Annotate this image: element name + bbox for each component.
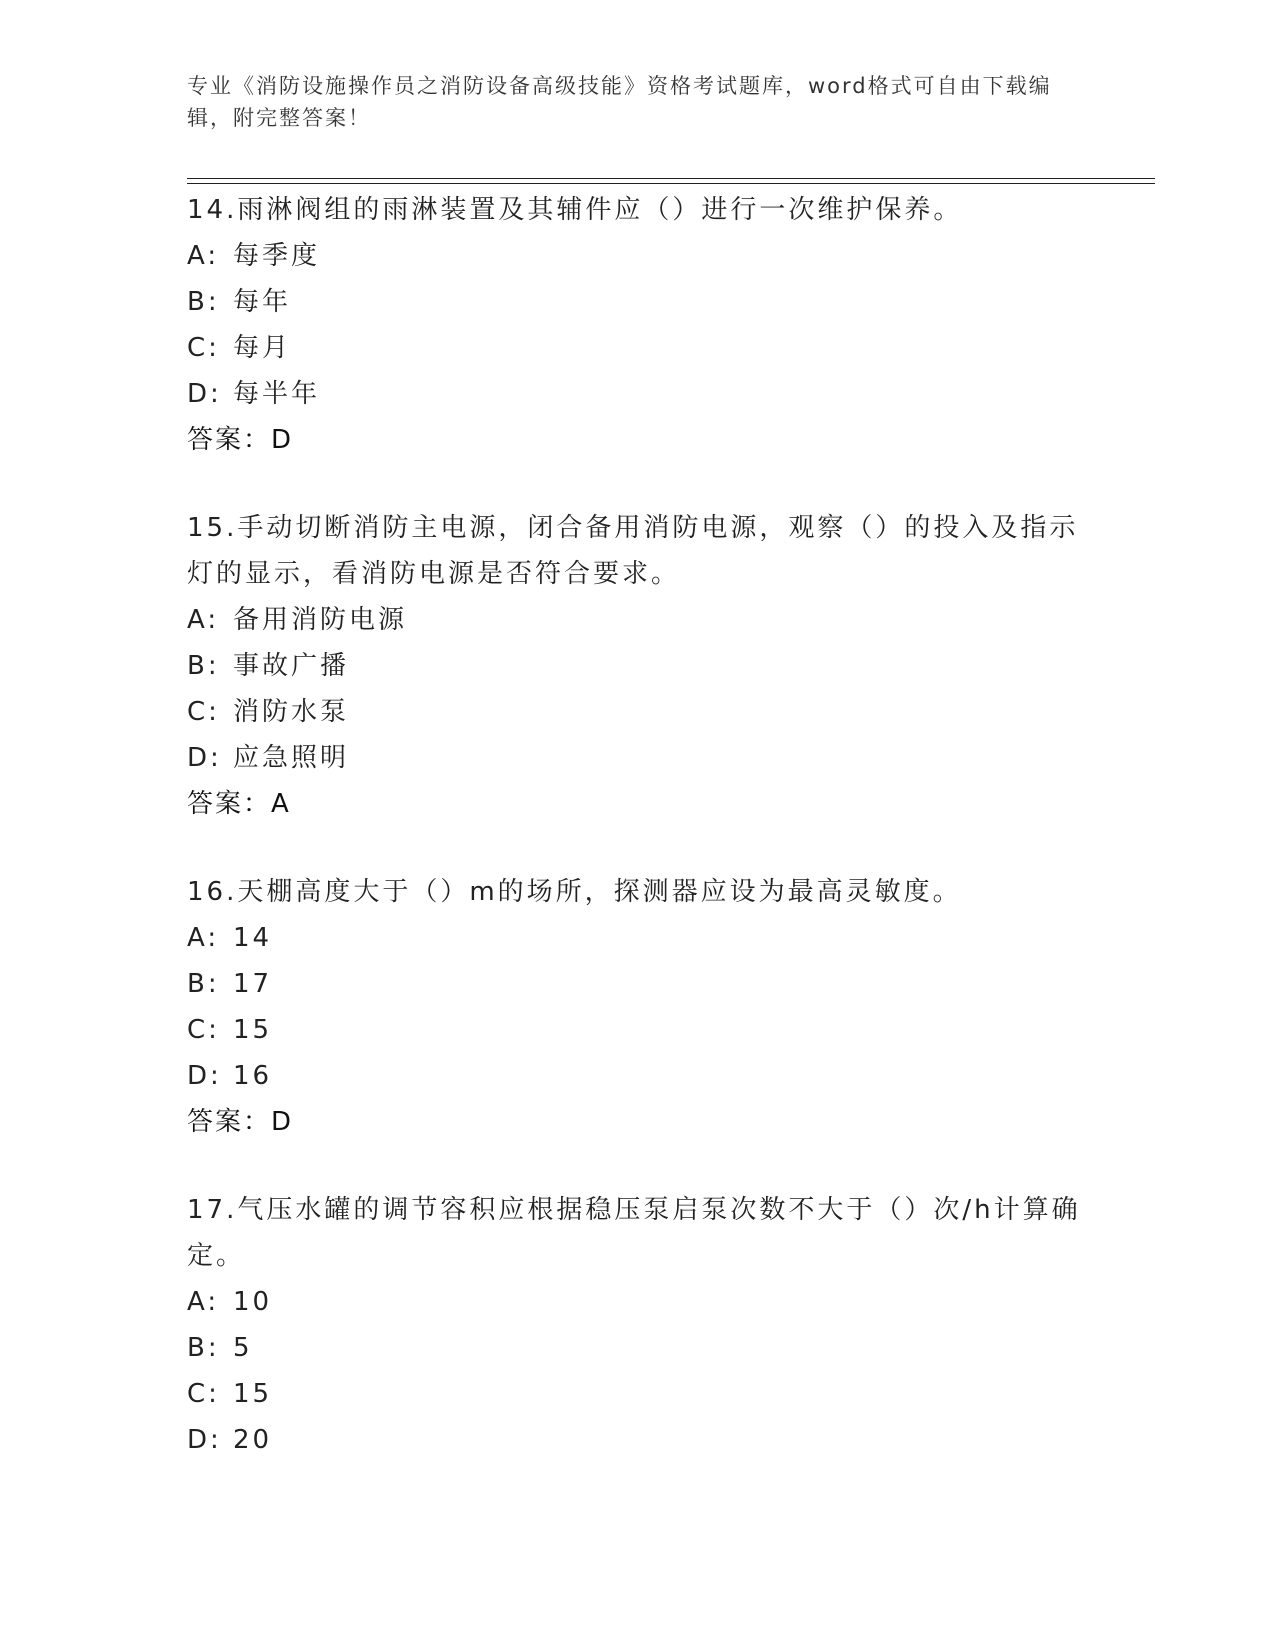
question-16 — [187, 869, 1087, 1145]
header-divider-bottom — [187, 183, 1155, 184]
option-d — [187, 1417, 1087, 1463]
question-list — [187, 187, 1087, 1505]
option-letter: A: — [187, 1287, 220, 1317]
option-a — [187, 597, 1087, 643]
question-stem: 15.手动切断消防主电源，闭合备用消防电源，观察（）的投入及指示灯的显示，看消防电源是否符合要求。 — [187, 513, 1079, 589]
option-letter: B: — [187, 287, 220, 317]
option-d — [187, 371, 1087, 417]
option-letter: D: — [187, 1425, 222, 1455]
option-a — [187, 915, 1087, 961]
option-text: 每月 — [233, 333, 292, 363]
option-letter: B: — [187, 651, 220, 681]
option-letter: C: — [187, 697, 220, 727]
option-letter: C: — [187, 333, 220, 363]
question-15 — [187, 505, 1087, 827]
option-text: 16 — [233, 1061, 273, 1091]
option-letter: B: — [187, 1333, 220, 1363]
option-text: 5 — [233, 1333, 253, 1363]
option-text: 事故广播 — [233, 651, 350, 681]
option-letter: D: — [187, 1061, 222, 1091]
option-letter: A: — [187, 923, 220, 953]
option-text: 每年 — [233, 287, 292, 317]
option-b — [187, 279, 1087, 325]
option-b — [187, 1325, 1087, 1371]
option-letter: C: — [187, 1379, 220, 1409]
option-text: 14 — [233, 923, 273, 953]
option-letter: D: — [187, 379, 222, 409]
document-header: 专业《消防设施操作员之消防设备高级技能》资格考试题库，word格式可自由下载编辑，附完整答案！ — [187, 74, 1052, 130]
option-text: 15 — [233, 1379, 273, 1409]
question-stem: 16.天棚高度大于（）m的场所，探测器应设为最高灵敏度。 — [187, 877, 962, 907]
option-a — [187, 1279, 1087, 1325]
option-b — [187, 643, 1087, 689]
option-d — [187, 735, 1087, 781]
option-text: 消防水泵 — [233, 697, 350, 727]
question-17 — [187, 1187, 1087, 1463]
option-b — [187, 961, 1087, 1007]
option-text: 15 — [233, 1015, 273, 1045]
option-text: 每半年 — [233, 379, 321, 409]
option-text: 20 — [233, 1425, 273, 1455]
option-letter: D: — [187, 743, 222, 773]
answer-text: 答案：A — [187, 789, 291, 819]
option-text: 每季度 — [233, 241, 321, 271]
option-letter: C: — [187, 1015, 220, 1045]
option-text: 10 — [233, 1287, 273, 1317]
option-d — [187, 1053, 1087, 1099]
question-stem: 14.雨淋阀组的雨淋装置及其辅件应（）进行一次维护保养。 — [187, 195, 963, 225]
answer-text: 答案：D — [187, 425, 294, 455]
option-letter: A: — [187, 241, 220, 271]
option-c — [187, 689, 1087, 735]
option-text: 17 — [233, 969, 273, 999]
question-stem: 17.气压水罐的调节容积应根据稳压泵启泵次数不大于（）次/h计算确定。 — [187, 1195, 1081, 1271]
question-14 — [187, 187, 1087, 463]
option-c — [187, 1371, 1087, 1417]
option-c — [187, 325, 1087, 371]
answer-text: 答案：D — [187, 1107, 294, 1137]
option-letter: A: — [187, 605, 220, 635]
option-c — [187, 1007, 1087, 1053]
header-divider-top — [187, 178, 1155, 179]
option-text: 备用消防电源 — [233, 605, 408, 635]
option-text: 应急照明 — [233, 743, 350, 773]
option-letter: B: — [187, 969, 220, 999]
option-a — [187, 233, 1087, 279]
